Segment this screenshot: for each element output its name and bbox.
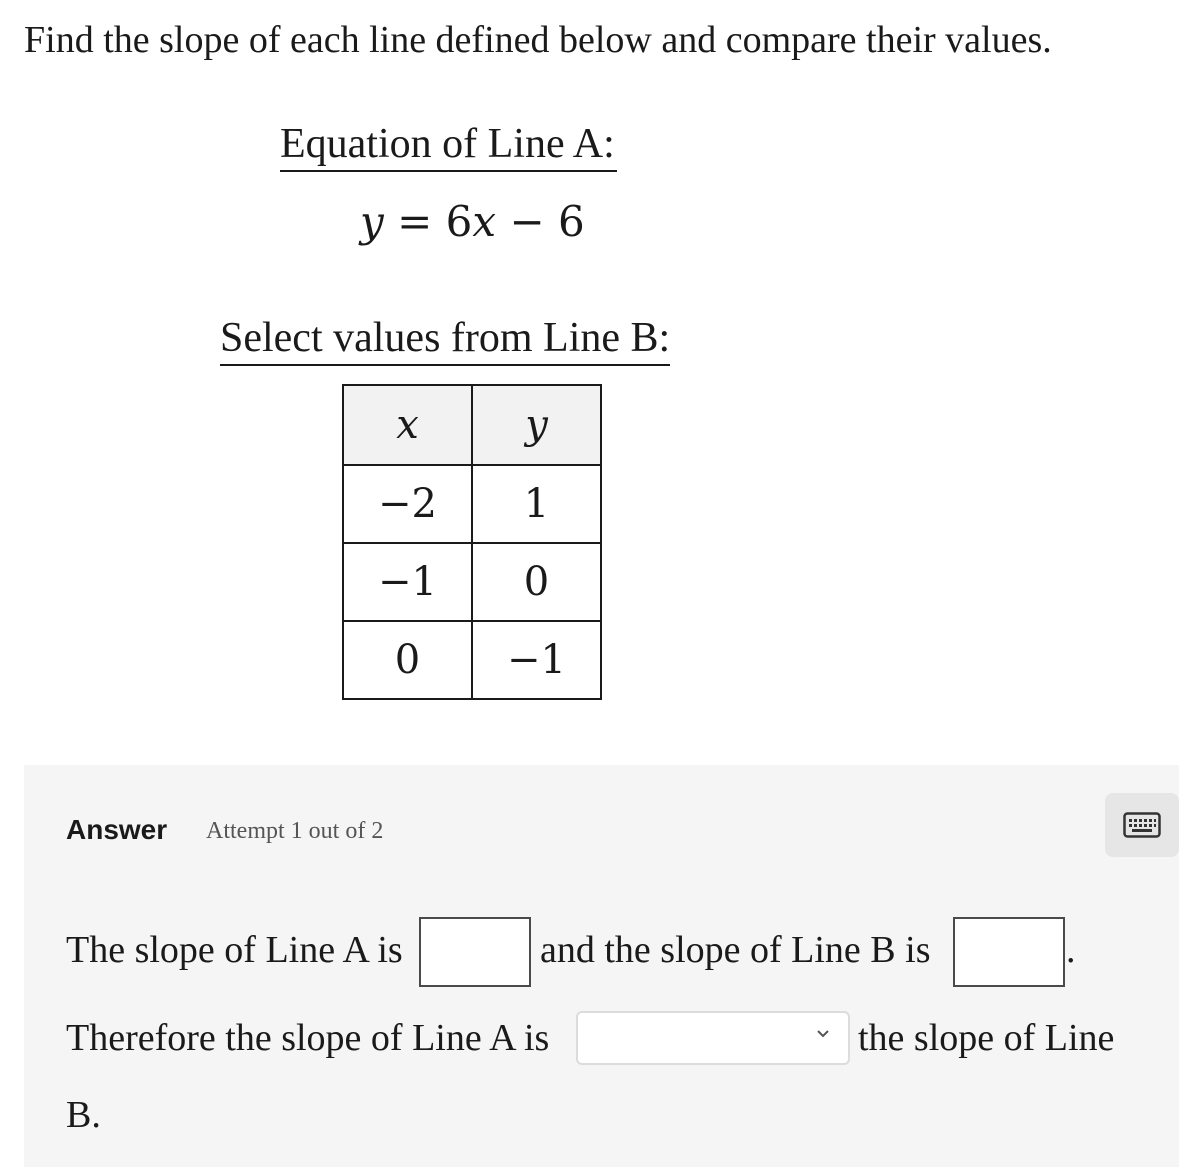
slope-a-input[interactable] xyxy=(419,917,531,987)
answer-panel xyxy=(24,765,1179,1167)
keyboard-icon xyxy=(1123,812,1161,838)
table-row xyxy=(343,621,601,699)
table-header-y: y xyxy=(472,385,601,465)
equation-operator: − xyxy=(509,197,545,246)
line-b-values-table xyxy=(342,384,602,700)
table-cell-y: 0 xyxy=(472,543,601,621)
table-header-row xyxy=(343,385,601,465)
table-cell-y: −1 xyxy=(472,621,601,699)
slope-b-input[interactable] xyxy=(953,917,1065,987)
sentence1-text-start: The slope of Line A is xyxy=(66,929,403,971)
line-a-equation xyxy=(360,196,585,248)
table-cell-y: 1 xyxy=(472,465,601,543)
sentence1-text-middle: and the slope of Line B is xyxy=(540,929,931,971)
question-prompt: Find the slope of each line defined below and compare their values. xyxy=(24,19,1052,61)
equation-lhs: y xyxy=(360,197,384,246)
line-a-heading: Equation of Line A: xyxy=(280,118,617,172)
sentence2-wrap-text: B. xyxy=(66,1094,101,1136)
table-header-x: x xyxy=(343,385,472,465)
answer-label: Answer xyxy=(66,814,168,845)
sentence2-text-end: the slope of Line xyxy=(858,1017,1115,1059)
chevron-down-icon xyxy=(816,1029,830,1039)
equation-variable: x xyxy=(472,197,497,246)
equation-coefficient: 6 xyxy=(445,197,473,246)
attempt-counter: Attempt 1 out of 2 xyxy=(206,818,384,844)
line-b-heading: Select values from Line B: xyxy=(220,312,670,366)
keyboard-button[interactable] xyxy=(1105,793,1179,857)
sentence2-text-start: Therefore the slope of Line A is xyxy=(66,1017,550,1059)
table-cell-x: −2 xyxy=(343,465,472,543)
table-row xyxy=(343,543,601,621)
table-cell-x: −1 xyxy=(343,543,472,621)
equation-constant: 6 xyxy=(558,197,585,246)
comparison-select[interactable] xyxy=(576,1011,850,1065)
sentence1-period: . xyxy=(1066,929,1076,971)
table-row xyxy=(343,465,601,543)
equation-equals: = xyxy=(397,197,433,246)
table-cell-x: 0 xyxy=(343,621,472,699)
